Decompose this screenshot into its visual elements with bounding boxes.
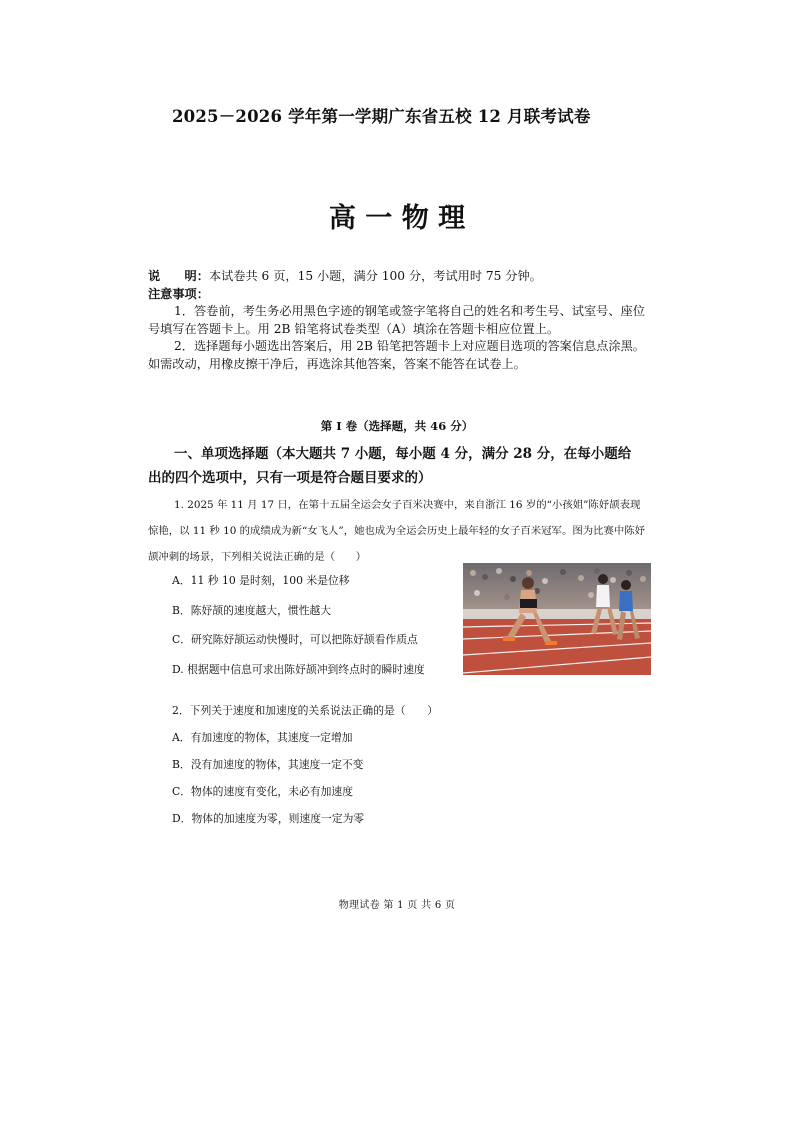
notice-label: 注意事项：: [148, 286, 209, 301]
part-heading: [148, 442, 644, 490]
question-1-stem: 1. 2025 年 11 月 17 日，在第十五届全运会女子百米决赛中，来自浙江 16 岁的“小孩姐”陈妤颉表现惊艳，以 11 秒 10 的成绩成为新“女飞人”，她也成为全运会历史上最年轻的女子百米冠军。图为比赛中陈妤颉冲刺的场景，下列相关说法正确的是（ ）: [148, 499, 646, 563]
exam-title: 2025－2026 学年第一学期广东省五校 12 月联考试卷: [172, 107, 591, 126]
part-heading-text: 一、单项选择题（本大题共 7 小题，每小题 4 分，满分 28 分，在每小题给出的四个选项中，只有一项是符合题目要求的）: [148, 446, 632, 486]
question-2-option-c: C．物体的速度有变化，未必有加速度: [172, 785, 354, 798]
question-1-option-d: D. 根据题中信息可求出陈妤颉冲到终点时的瞬时速度: [172, 662, 425, 676]
question-2-option-b: B．没有加速度的物体，其速度一定不变: [172, 758, 364, 771]
explain-text: 本试卷共 6 页，15 小题，满分 100 分，考试用时 75 分钟。: [208, 269, 542, 283]
page-footer: 物理试卷 第 1 页 共 6 页: [338, 900, 456, 911]
section-title: 第 I 卷（选择题，共 46 分）: [320, 419, 474, 433]
question-2-option-a: A．有加速度的物体，其速度一定增加: [172, 731, 353, 744]
notice-item-1: 1．答卷前，考生务必用黑色字迹的钢笔或签字笔将自己的姓名和考生号、试室号、座位号填写在答题卡上。用 2B 铅笔将试卷类型（A）填涂在答题卡相应位置上。: [148, 304, 645, 336]
question-1-option-a: A．11 秒 10 是时刻，100 米是位移: [172, 574, 350, 587]
question-1-option-c: C．研究陈妤颉运动快慢时，可以把陈妤颉看作质点: [172, 633, 418, 646]
question-1: [148, 492, 648, 570]
subject-title: 高 一 物 理: [328, 203, 466, 234]
explain-line: [148, 268, 648, 286]
question-2-option-d: D．物体的加速度为零，则速度一定为零: [172, 812, 365, 825]
question-1-options: [172, 566, 425, 684]
instructions-block: [148, 268, 648, 373]
question-2-stem: 2．下列关于速度和加速度的关系说法正确的是（ ）: [172, 704, 438, 717]
explain-label: 说 明：: [148, 269, 209, 283]
notice-item-2: 2．选择题每小题选出答案后，用 2B 铅笔把答题卡上对应题目选项的答案信息点涂黑。如需改动，用橡皮擦干净后，再选涂其他答案，答案不能答在试卷上。: [148, 339, 645, 371]
question-1-option-b: B．陈妤颉的速度越大，惯性越大: [172, 603, 332, 617]
sprint-photo: [463, 563, 651, 675]
question-2: [172, 697, 438, 832]
